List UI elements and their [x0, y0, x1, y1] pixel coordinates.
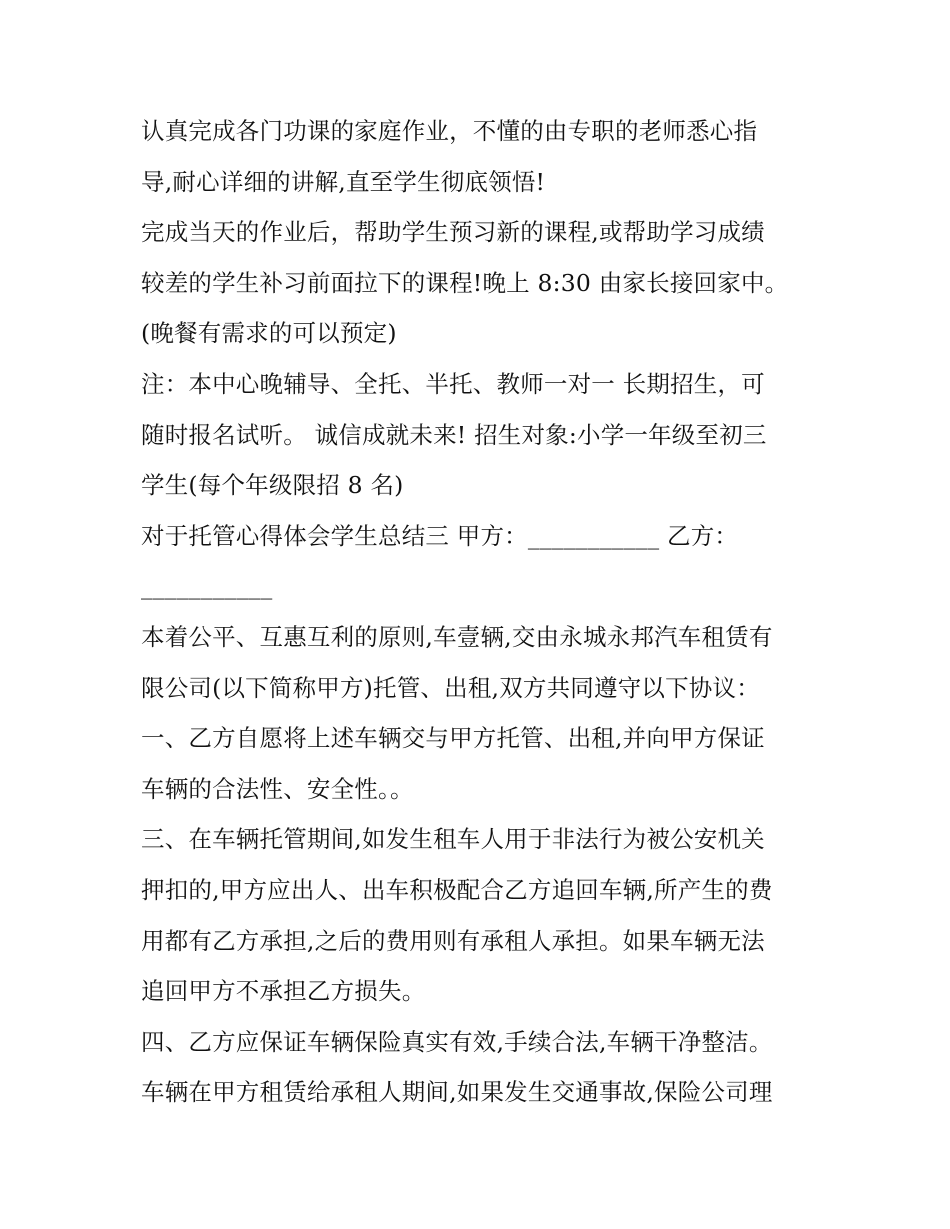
- text-line: 随时报名试听。 诚信成就未来! 招生对象:小学一年级至初三: [141, 420, 767, 449]
- text-line: 认真完成各门功课的家庭作业，不懂的由专职的老师悉心指: [141, 117, 758, 145]
- text-line: (晚餐有需求的可以预定): [141, 319, 397, 348]
- text-line: 学生(每个年级限招 8 名): [141, 471, 404, 500]
- text-line: 用都有乙方承担,之后的费用则有承租人承担。如果车辆无法: [141, 926, 765, 955]
- text-line: 限公司(以下简称甲方)托管、出租,双方共同遵守以下协议：: [141, 673, 760, 702]
- text-line: 完成当天的作业后，帮助学生预习新的课程,或帮助学习成绩: [141, 218, 765, 247]
- text-line: 注：本中心晚辅导、全托、半托、教师一对一 长期招生，可: [141, 369, 765, 398]
- text-line: 车辆在甲方租赁给承租人期间,如果发生交通事故,保险公司理: [141, 1078, 773, 1107]
- document-body: [141, 106, 811, 1118]
- text-line: 追回甲方不承担乙方损失。: [141, 977, 426, 1006]
- text-line: 三、在车辆托管期间,如发生租车人用于非法行为被公安机关: [141, 825, 765, 854]
- text-line: 本着公平、互惠互利的原则,车壹辆,交由永城永邦汽车租赁有: [141, 622, 773, 651]
- text-line: 四、乙方应保证车辆保险真实有效,手续合法,车辆干净整洁。: [141, 1027, 773, 1056]
- text-line: 导,耐心详细的讲解,直至学生彻底领悟!: [141, 167, 546, 196]
- text-line: 押扣的,甲方应出人、出车积极配合乙方追回车辆,所产生的费: [141, 875, 773, 904]
- text-line: 一、乙方自愿将上述车辆交与甲方托管、出租,并向甲方保证: [141, 724, 765, 753]
- text-line: 较差的学生补习前面拉下的课程!晚上 8:30 由家长接回家中。: [141, 268, 789, 297]
- text-line: 车辆的合法性、安全性。。: [141, 774, 414, 803]
- text-line: 对于托管心得体会学生总结三 甲方：___________ 乙方：: [141, 521, 739, 550]
- text-line: ___________: [141, 572, 273, 601]
